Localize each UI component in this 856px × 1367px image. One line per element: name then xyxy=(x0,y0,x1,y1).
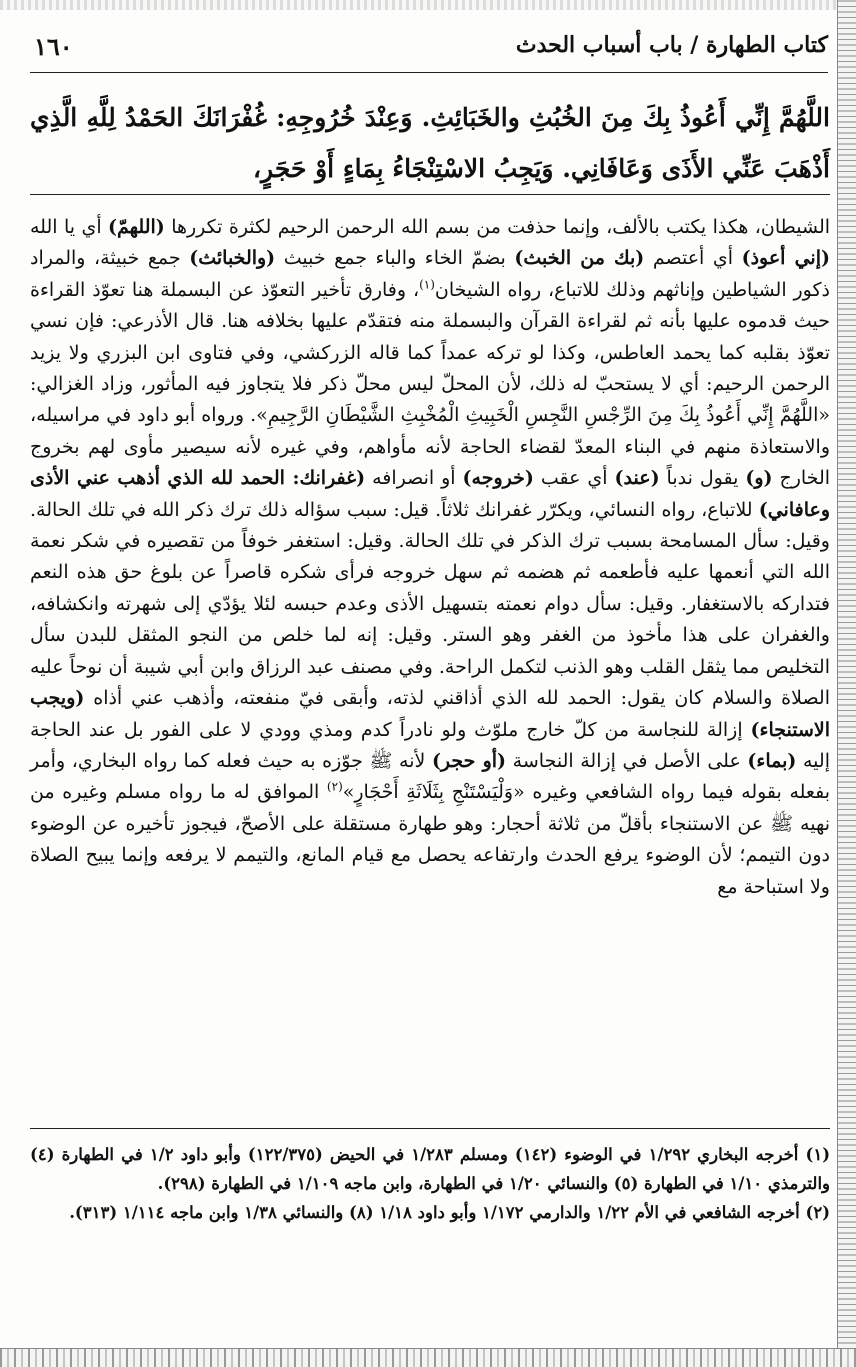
commentary-segment: يقول ندباً xyxy=(659,467,746,490)
commentary-segment: لأنه ﷺ جوّزه به حيث فعله كما رواه البخاري، وأمر بفعله بقوله فيما رواه الشافعي وغيره «وَلْيَسْتَنْجِ بِثَلَاثَةِ أَحْجَارٍ» xyxy=(30,749,830,804)
commentary-segment: ، وفارق تأخير التعوّذ عن البسملة هنا تعوّذ القراءة حيث قدموه عليها بأنه ثم لقراءة القرآن والبسملة منه فتقدّم عليها بخلافه هنا. قال الأذرعي: فإن نسي تعوّذ بقلبه كما يحمد العاطس، وكذا لو تركه عمداً كما قاله الزركشي، وفي فتاوى ابن البزري ولا يزيد الرحمن الرحيم: أي لا يستحبّ له ذلك، لأن المحلّ ليس محلّ ذكر فلا يتجاوز فيه المأثور، وزاد الغزالي: «اللَّهُمَّ إِنِّي أَعُوذُ بِكَ مِنَ الرِّجْسِ النَّجِسِ الْخَبِيثِ الْمُخْبِثِ الشَّيْطَانِ الرَّجِيمِ». ورواه أبو داود في مراسيله، والاستعاذة منهم في البناء المعدّ لقضاء الحاجة لأنه مأواهم، وفي غيره لأنه سيصير مأوى لهم بخروج الخارج xyxy=(30,278,831,490)
matn-quote: (عند) xyxy=(614,467,660,490)
commentary-segment: أي عقب xyxy=(533,467,615,490)
matn-quote: (ويجب الاستنجاء) xyxy=(30,687,830,741)
commentary-segment: الموافق له ما رواه مسلم وغيره من نهيه ﷺ عن الاستنجاء بأقلّ من ثلاثة أحجار: وهو طهارة مستقلة على الأصحّ، فيجوز تأخيره عن الوضوء دون التيمم؛ لأن الوضوء يرفع الحدث وارتفاعه يحصل مع قيام المانع، والتيمم لا يرفعه وإنما يبيح الصلاة ولا استباحة مع xyxy=(30,781,830,898)
matn-quote: (غفرانك: الحمد لله الذي أذهب عني الأذى وعافاني) xyxy=(30,467,830,521)
footnote-separator xyxy=(30,1128,830,1129)
matn-separator xyxy=(30,194,830,195)
matn-text: اللَّهُمَّ إِنِّي أَعُوذُ بِكَ مِنَ الخُبُثِ والخَبَائِثِ. وَعِنْدَ خُرُوجِهِ: غُفْرَانَكَ الحَمْدُ لِلَّهِ الَّذِي أَذْهَبَ عَنِّي الأَذَى وَعَافَانِي. وَيَجِبُ الاسْتِنْجَاءُ بِمَاءٍ أَوْ حَجَرٍ، xyxy=(30,103,830,183)
matn-quote: (أو حجر) xyxy=(431,749,507,772)
commentary-segment: على الأصل في إزالة النجاسة xyxy=(506,749,748,772)
commentary-segment: أي يا الله xyxy=(30,216,109,238)
commentary-segment: بضمّ الخاء والباء جمع خبيث xyxy=(275,247,515,270)
matn-quote: (إني أعوذ) xyxy=(741,247,830,270)
footnote-ref: (١) xyxy=(419,277,435,292)
footnote-number: (٢) xyxy=(805,1203,830,1222)
page-number: ١٦٠ xyxy=(34,32,73,61)
running-header xyxy=(30,26,828,73)
commentary-segment: الشيطان، هكذا يكتب بالألف، وإنما حذفت من بسم الله الرحمن الرحيم لكثرة تكررها xyxy=(164,216,831,238)
footnote xyxy=(30,1198,830,1227)
matn-quote: (بك من الخبث) xyxy=(514,247,645,270)
decorative-right-border xyxy=(837,0,856,1367)
scan-top-edge xyxy=(0,0,856,10)
footnote-number: (١) xyxy=(805,1145,831,1164)
footnotes xyxy=(30,1140,830,1227)
matn-quote: (اللهمّ) xyxy=(108,216,165,238)
commentary-segment: جمع خبيثة، والمراد ذكور الشياطين وإناثهم وذلك للاتباع، رواه الشيخان xyxy=(30,247,830,301)
commentary-segment: إزالة للنجاسة من كلّ خارج ملوّث ولو نادراً كدم ومذي وودي لا على الفور بل عند الحاجة إليه xyxy=(30,718,830,772)
footnote-text: أخرجه البخاري ١/٢٩٢ في الوضوء (١٤٢) ومسلم ١/٢٨٣ في الحيض (١٢٢/٣٧٥) وأبو داود ١/٢ في الطهارة (٤) والترمذي ١/١٠ في الطهارة (٥) والنسائي ١/٢٠ في الطهارة، وابن ماجه ١/١٠٩ في الطهارة (٢٩٨). xyxy=(30,1145,830,1193)
commentary-segment: أو انصرافه xyxy=(365,467,463,490)
matn-quote: (و) xyxy=(745,467,773,490)
matn-quote: (بماء) xyxy=(747,749,797,772)
matn-quote: (خروجه) xyxy=(462,467,534,490)
matn-quote: (والخبائث) xyxy=(189,247,276,270)
footnote-text: أخرجه الشافعي في الأم ١/٢٢ والدارمي ١/١٧٢ وأبو داود ١/١٨ (٨) والنسائي ١/٣٨ وابن ماجه ١/١١٤ (٣١٣). xyxy=(69,1203,806,1222)
commentary-segment: أي أعتصم xyxy=(644,247,742,270)
footnote-ref: (٢) xyxy=(326,779,343,794)
footnote xyxy=(30,1140,830,1198)
decorative-bottom-border xyxy=(0,1348,856,1367)
book-title: كتاب الطهارة / باب أسباب الحدث xyxy=(515,32,828,58)
sharh-commentary xyxy=(30,212,830,903)
commentary-segment: للاتباع، رواه النسائي، ويكرّر غفرانك ثلاثاً. قيل: سبب سؤاله ذلك ترك ذكر الله في تلك الحالة. وقيل: سأل المسامحة بسبب ترك الذكر في تلك الحالة. وقيل: استغفر خوفاً من تقصيره في شكر نعمة الله التي أنعمها عليه فأطعمه ثم هضمه ثم سهل خروجه فرأى شكره قاصراً عن بلوغ حق هذه النعم فتداركه بالاستغفار. وقيل: سأل دوام نعمته بتسهيل الأذى وعدم حبسه لئلا يؤدّي إلى شهرته وانكشافه، والغفران على هذا مأخوذ من الغفر وهو الستر. وقيل: إنه لما خلص من النجو المثقل للبدن سأل التخليص مما يثقل القلب وهو الذنب لتكمل الراحة. وفي مصنف عبد الرزاق وابن أبي شيبة أن نوحاً عليه الصلاة والسلام كان يقول: الحمد لله الذي أذاقني لذته، وأبقى فيّ منفعته، وأذهب عني أذاه xyxy=(30,498,830,710)
